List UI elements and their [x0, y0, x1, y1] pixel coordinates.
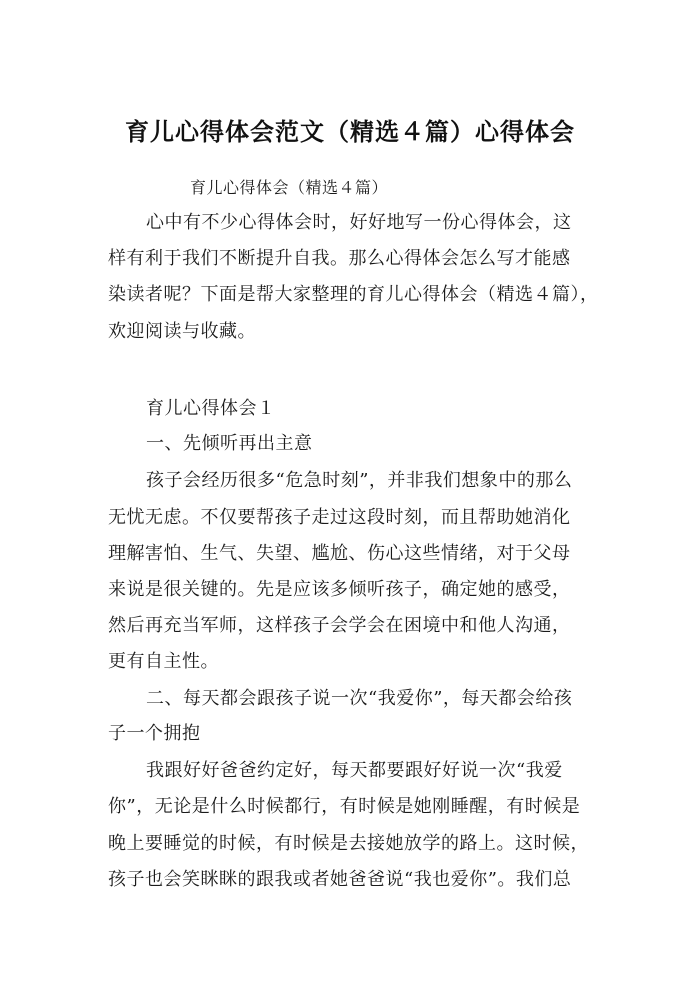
body-line: 然后再充当军师，这样孩子会学会在困境中和他人沟通， [108, 615, 571, 636]
document-subtitle: 育儿心得体会（精选４篇） [190, 178, 389, 197]
point-heading: 一、先倾听再出主意 [146, 433, 313, 454]
point-heading: 二、每天都会跟孩子说一次“我爱你”，每天都会给孩 [146, 688, 573, 709]
body-line: 更有自主性。 [108, 651, 219, 672]
body-line: 理解害怕、生气、失望、尴尬、伤心这些情绪，对于父母 [108, 543, 571, 564]
intro-line: 心中有不少心得体会时，好好地写一份心得体会，这 [146, 212, 572, 233]
section-heading: 育儿心得体会１ [146, 398, 276, 419]
intro-line: 样有利于我们不断提升自我。那么心得体会怎么写才能感 [108, 248, 571, 269]
intro-line: 欢迎阅读与收藏。 [108, 321, 256, 342]
intro-line: 染读者呢？下面是帮大家整理的育儿心得体会（精选４篇）， [108, 284, 599, 305]
body-line: 来说是很关键的。先是应该多倾听孩子，确定她的感受， [108, 579, 571, 600]
body-line: 你”，无论是什么时候都行，有时候是她刚睡醒，有时候是 [108, 796, 581, 817]
point-heading: 子一个拥抱 [108, 723, 201, 744]
body-line: 我跟好好爸爸约定好，每天都要跟好好说一次“我爱 [146, 760, 563, 781]
body-line: 晚上要睡觉的时候，有时候是去接她放学的路上。这时候， [108, 833, 589, 854]
body-line: 无忧无虑。不仅要帮孩子走过这段时刻，而且帮助她消化 [108, 507, 571, 528]
body-line: 孩子也会笑眯眯的跟我或者她爸爸说“我也爱你”。我们总 [108, 869, 572, 890]
document-title: 育儿心得体会范文（精选４篇）心得体会 [125, 118, 575, 146]
body-line: 孩子会经历很多“危急时刻”，并非我们想象中的那么 [146, 470, 573, 491]
